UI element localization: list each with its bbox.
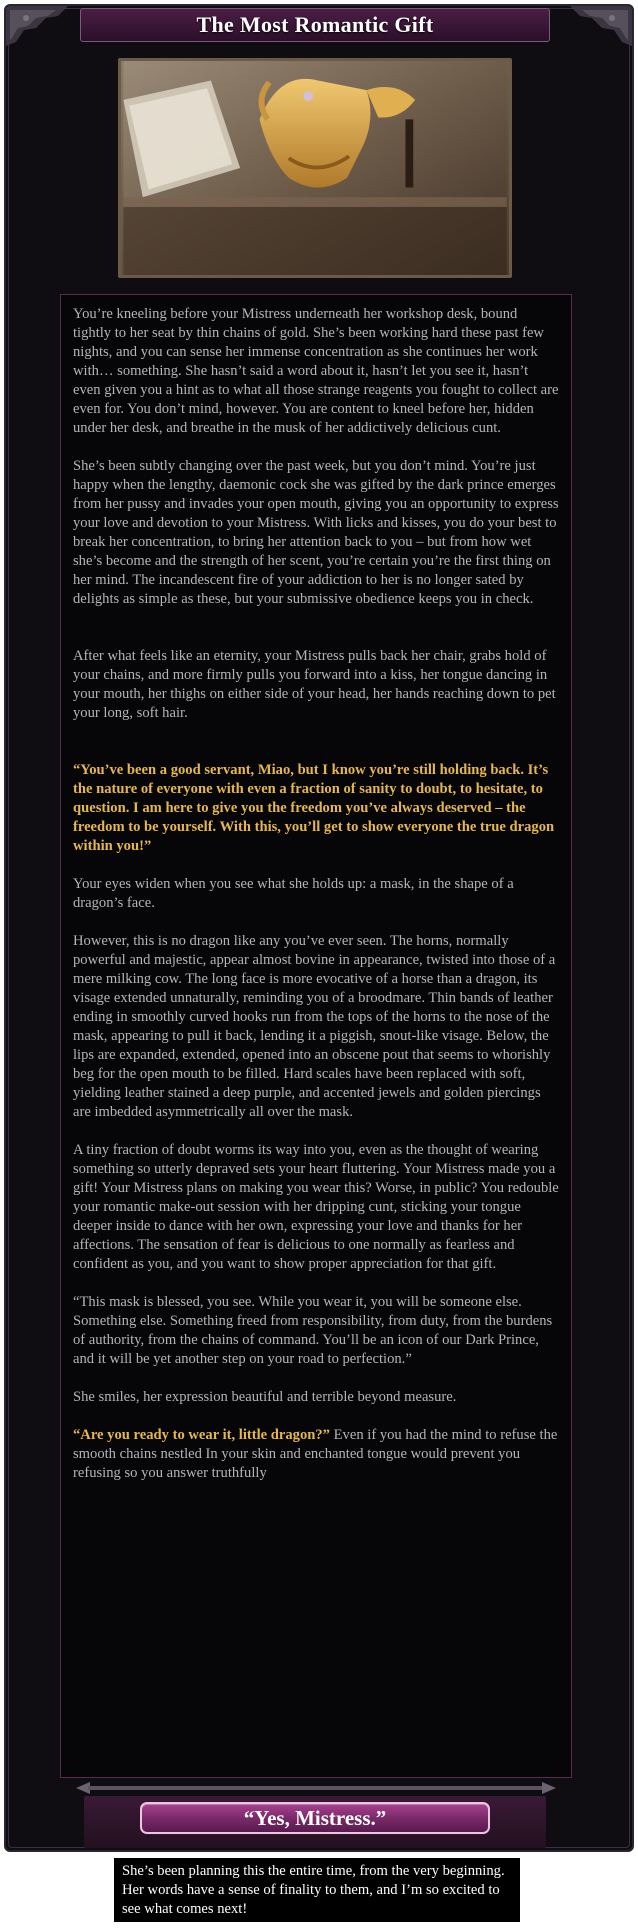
story-final-paragraph xyxy=(73,1426,559,1483)
story-text-panel xyxy=(60,294,572,1778)
divider-ornament-icon xyxy=(76,1782,556,1794)
choice-tooltip: She’s been planning this the entire time, from the very beginning. Her words have a sense of finality to them, and I’m so excited to see what comes next! xyxy=(114,1858,520,1922)
window-title: The Most Romantic Gift xyxy=(196,12,434,37)
story-paragraph: After what feels like an eternity, your Mistress pulls back her chair, grabs hold of your chains, and more firmly pulls you forward into a kiss, her tongue dancing in your mouth, her thighs on either side of your head, her hands reaching down to pet your long, soft hair. xyxy=(73,648,556,721)
choice-yes-mistress-button[interactable]: “Yes, Mistress.” xyxy=(140,1802,490,1834)
story-paragraph: She smiles, her expression beautiful and terrible beyond measure. xyxy=(73,1389,457,1405)
title-bar xyxy=(80,8,550,42)
ornament-right-icon xyxy=(562,6,632,46)
final-question: “Are you ready to wear it, little dragon?” xyxy=(73,1427,334,1443)
story-paragraph: A tiny fraction of doubt worms its way into you, even as the thought of wearing something so utterly depraved sets your heart fluttering. Your Mistress made you a gift! Your Mistress plans on making you wear this? Worse, in public? You redouble your romantic make-out session with her dripping cunt, sticking your tongue deeper inside to dance with her own, expressing your love and thanks for her affections. The sensation of fear is delicious to one normally as fearless and confident as you, and you want to show proper appreciation for that gift. xyxy=(73,1142,559,1272)
event-image xyxy=(118,58,512,278)
story-paragraph: “This mask is blessed, you see. While you wear it, you will be someone else. Something else. Something freed from responsibility, from duty, from the burdens of authority, from the chains of command. You’ll be an icon of our Dark Prince, and it will be yet another step on your road to perfection.” xyxy=(73,1294,553,1367)
story-paragraph: Your eyes widen when you see what she holds up: a mask, in the shape of a dragon’s face. xyxy=(73,876,514,911)
final-narration: Even if you had the mind to refuse the smooth chains nestled In your skin and enchanted tongue would prevent you refusing so you answer truthfully xyxy=(73,1427,558,1481)
story-paragraph: You’re kneeling before your Mistress underneath her workshop desk, bound tightly to her seat by thin chains of gold. She’s been working hard these past few nights, and you can sense her immense concentration as she continues her work with… something. She hasn’t said a word about it, hasn’t let you see it, hasn’t even given you a hint as to what all those strange reagents you fought to collect are even for. You don’t mind, however. You are content to kneel before her, hidden under her desk, and breathe in the musk of her addictively delicious cunt. xyxy=(73,306,559,436)
mistress-speech: “You’ve been a good servant, Miao, but I know you’re still holding back. It’s the nature of everyone with even a fraction of sanity to doubt, to hesitate, to question. I am here to give you the freedom you’ve always deserved – the freedom to be yourself. With this, you’ll get to show everyone the true dragon within you!” xyxy=(73,762,555,854)
story-paragraph: However, this is no dragon like any you’ve ever seen. The horns, normally powerful and majestic, appear almost bovine in appearance, twisted into those of a mere milking cow. The long face is more evocative of a horse than a dragon, its visage extended unnaturally, reminding you of a broodmare. Thin bands of leather ending in smoothly curved hooks run from the tops of the horns to the nose of the mask, appearing to pull it back, lending it a piggish, snout-like visage. Below, the lips are expanded, extended, opened into an obscene pout that seems to whorishly beg for the open mouth to be filled. Hard scales have been replaced with soft, yielding leather stained a deep purple, and accented jewels and golden piercings are imbedded asymmetrically all over the mask. xyxy=(73,933,556,1120)
dragon-mask-illustration-icon xyxy=(121,61,509,275)
ornament-left-icon xyxy=(6,6,76,46)
story-paragraph: She’s been subtly changing over the past week, but you don’t mind. You’re just happy when the lengthy, daemonic cock she was gifted by the dark prince emerges from her pussy and invades your open mouth, giving you an opportunity to express your love and devotion to your Mistress. With licks and kisses, you do your best to break her concentration, to bring her attention back to you – but from how wet she’s become and the strength of her scent, you’re certain you’re the first thing on her mind. The incandescent fire of your addiction to her is no longer sated by delights as simple as these, but your submissive obedience keeps you in check. xyxy=(73,458,559,607)
